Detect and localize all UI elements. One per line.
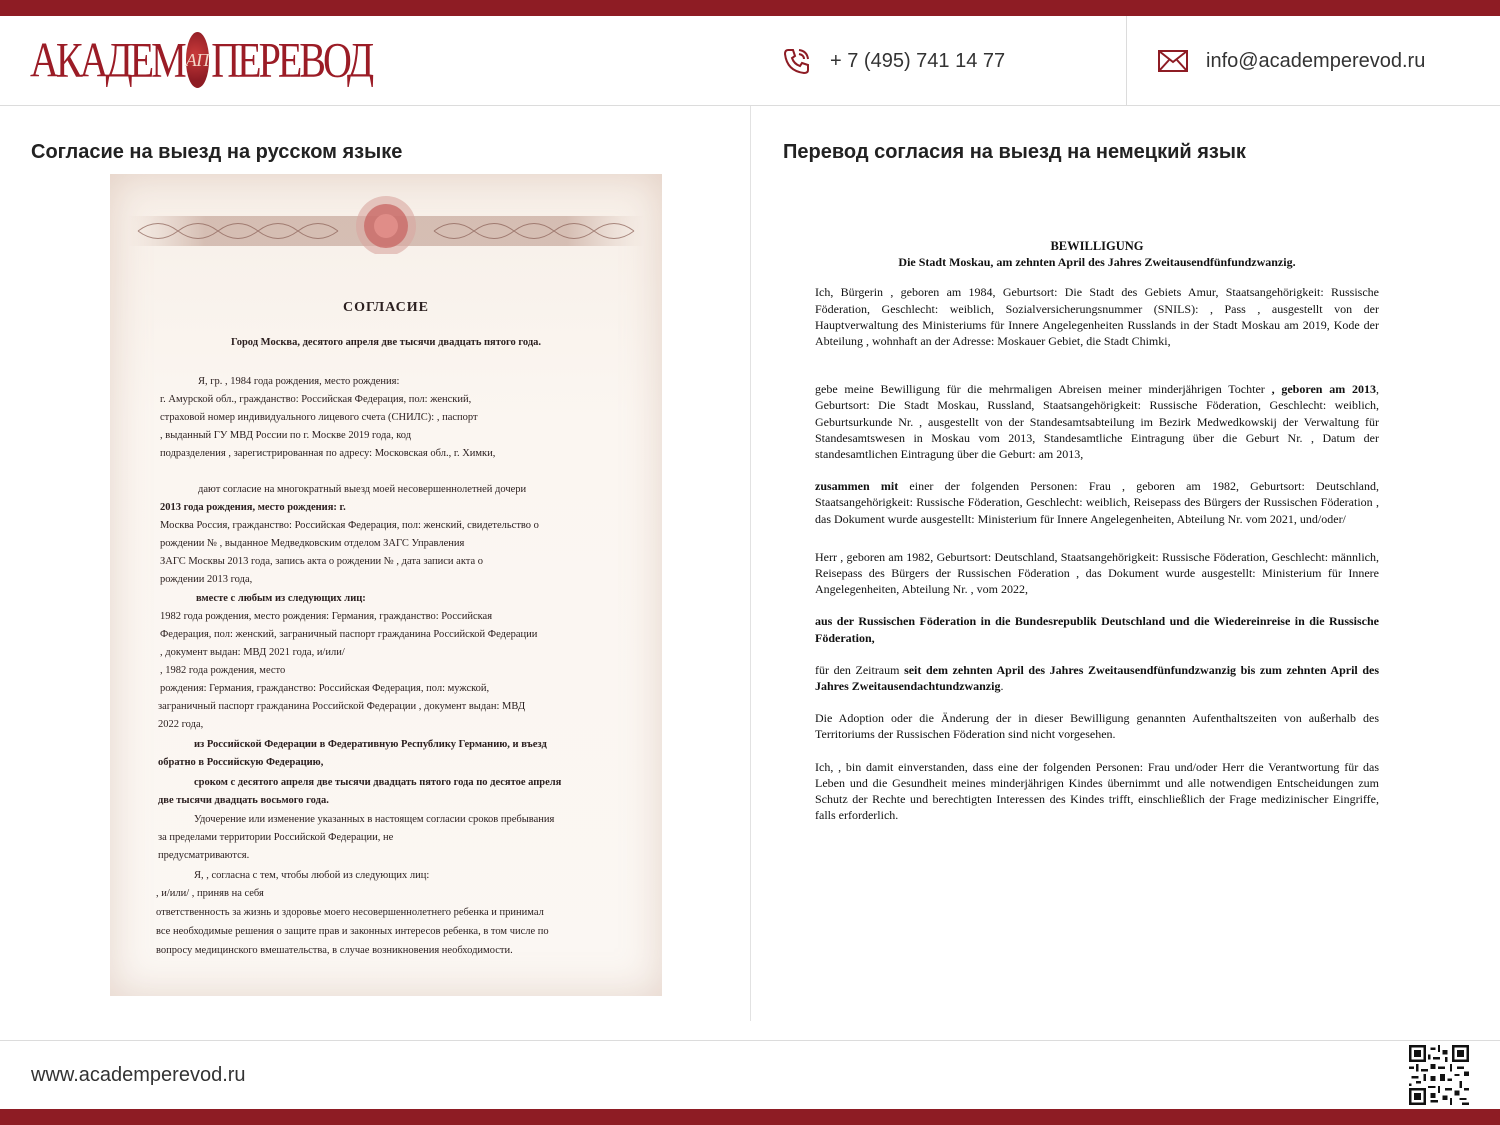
ru-line: рождении 2013 года, — [160, 574, 253, 585]
translation-paragraph — [815, 381, 1379, 462]
ru-line: обратно в Российскую Федерацию, — [158, 757, 324, 768]
logo-seal-text: АП — [185, 49, 210, 70]
email-contact[interactable] — [1158, 16, 1425, 106]
ru-line: Федерация, пол: женский, заграничный паспорт гражданина Российской Федерации — [160, 629, 538, 640]
ru-line: из Российской Федерации в Федеративную Республику Германию, и въезд — [194, 739, 547, 750]
ru-line: г. Амурской обл., гражданство: Российская Федерация, пол: женский, — [160, 394, 472, 405]
company-logo[interactable] — [30, 30, 372, 90]
text-span: . — [1000, 679, 1004, 694]
translation-paragraph: aus der Russischen Föderation in die Bundesrepublik Deutschland und die Wiedereinreise in die Russische Föderation, — [815, 614, 1379, 645]
bold-span: seit dem zehnten April des Jahres Zweitausendfünfundzwanzig bis zum zehnten April des Jahres Zweitausendachtundzwanzig — [815, 662, 1379, 694]
text-span: für den Zeitraum — [815, 662, 905, 677]
translation-paragraph: Herr , geboren am 1982, Geburtsort: Deutschland, Staatsangehörigkeit: Russische Föderation, Geschlecht: männlich, Reisepass des Bürgers der Russischen Föderation , das Dokument wurde ausgestellt: Ministerium für Innere Angelegenheiten, Abteilung Nr. , vom 2022, — [815, 549, 1379, 597]
column-divider — [750, 106, 751, 1021]
site-header — [0, 16, 1500, 106]
translation-paragraph: Ich, , bin damit einverstanden, dass eine der folgenden Personen: Frau und/oder Herr die Verantwortung für das Leben und die Gesundheit meines minderjährigen Kindes übernimmt und alle notwendigen Entscheidungen zum Schutz der Rechte und berechtigten Interessen des Kindes trifft, einschließlich der Frage medizinischer Eingriffe, falls erforderlich. — [815, 759, 1379, 823]
translation-paragraph — [815, 478, 1379, 527]
ru-line: , документ выдан: МВД 2021 года, и/или/ — [160, 647, 345, 658]
ru-line: рождения: Германия, гражданство: Российская Федерация, пол: мужской, — [160, 683, 490, 694]
envelope-icon — [1158, 50, 1188, 72]
russian-section-title: Согласие на выезд на русском языке — [31, 141, 403, 163]
phone-contact[interactable] — [782, 16, 1005, 106]
ru-line: заграничный паспорт гражданина Российской Федерации , документ выдан: МВД — [158, 701, 526, 712]
russian-document-scan — [110, 174, 662, 996]
ru-line: Удочерение или изменение указанных в настоящем согласии сроков пребывания — [194, 814, 555, 825]
ru-line: страховой номер индивидуального лицевого счета (СНИЛС): , паспорт — [160, 412, 478, 423]
bold-span: 2013 — [1352, 382, 1376, 397]
translation-paragraph: Ich, Bürgerin , geboren am 1984, Geburtsort: Die Stadt des Gebiets Amur, Staatsangehörigkeit: Russische Föderation, Geschlecht: weiblich, Sozialversicherungsnummer (SNILS): , Pass , ausgestellt von der Hauptverwaltung des Ministeriums für Innere Angelegenheiten Russlands in der Stadt Moskau am 2019, Kode der Abteilung , wohnhaft an der Adresse: Moskauer Gebiet, die Stadt Chimki, — [815, 285, 1379, 349]
top-brand-bar — [0, 0, 1500, 16]
ru-line: все необходимые решения о защите прав и законных интересов ребенка, в том числе по — [156, 926, 549, 937]
german-translation — [815, 238, 1379, 839]
bold-span: , geboren am — [1271, 382, 1346, 397]
german-section-title: Перевод согласия на выезд на немецкий язык — [783, 141, 1246, 163]
ru-line: две тысячи двадцать восьмого года. — [158, 795, 329, 806]
ru-line: Я, гр. , 1984 года рождения, место рождения: — [198, 376, 400, 387]
translation-paragraph: Die Adoption oder die Änderung der in dieser Bewilligung genannten Aufenthaltszeiten von außerhalb des Territoriums der Russischen Föderation sind nicht vorgesehen. — [815, 711, 1379, 742]
ru-line: 2013 года рождения, место рождения: г. — [160, 502, 346, 513]
qr-code-icon — [1409, 1045, 1469, 1105]
text-span: , Geburtsort: Die Stadt Moskau, Russland, Staatsangehörigkeit: Russische Föderation, Geschlecht: weiblich, Geburtsurkunde Nr. , ausgestellt von der Standesamtsabteilung im Bezirk Medwedkowskij der Verwaltung für Standesamtswesen in Moskau vom 2013, Standesamtliche Eintragung über die Geburt Nr. , Datum der standesamtlichen Eintragung über die Geburt: am 2013, — [815, 382, 1379, 462]
text-span — [1345, 382, 1352, 396]
translation-paragraph — [815, 662, 1379, 694]
ru-line: , выданный ГУ МВД России по г. Москве 2019 года, код — [160, 430, 412, 441]
logo-seal-icon — [186, 32, 210, 88]
website-link[interactable]: www.academperevod.ru — [31, 1064, 246, 1086]
ru-line: ЗАГС Москвы 2013 года, запись акта о рождении № , дата записи акта о — [160, 556, 484, 567]
logo-word-right: ПЕРЕВОД — [211, 31, 372, 88]
ru-line: сроком с десятого апреля две тысячи двадцать пятого года по десятое апреля — [194, 777, 562, 788]
email-address: info@academperevod.ru — [1206, 49, 1426, 72]
ru-line: вопросу медицинского вмешательства, в случае возникновения необходимости. — [156, 945, 513, 956]
footer-divider — [0, 1040, 1500, 1041]
logo-word-left: АКАДЕМ — [30, 31, 184, 88]
text-span: einer der folgenden Personen: Frau , geboren am 1982, Geburtsort: Deutschland, Staatsangehörigkeit: Russische Föderation, Geschlecht: weiblich, Reisepass des Bürgers der Russischen Föderation , das Dokument wurde ausgestellt: Ministerium für Innere Angelegenheiten, Abteilung Nr. vom 2021, und/oder/ — [815, 479, 1379, 526]
ru-line: Я, , согласна с тем, чтобы любой из следующих лиц: — [194, 870, 430, 881]
ru-line: за пределами территории Российской Федерации, не — [158, 832, 394, 843]
ru-line: 2022 года, — [158, 719, 204, 730]
russian-doc-title: СОГЛАСИЕ — [343, 300, 429, 315]
ru-line: , и/или/ , приняв на себя — [156, 888, 264, 899]
bottom-brand-bar — [0, 1109, 1500, 1125]
ru-line: подразделения , зарегистрированная по адресу: Московская обл., г. Химки, — [160, 448, 496, 459]
ru-line: вместе с любым из следующих лиц: — [196, 593, 366, 604]
german-doc-title: BEWILLIGUNG — [1050, 239, 1144, 253]
ru-line: дают согласие на многократный выезд моей несовершеннолетней дочери — [198, 484, 527, 495]
header-divider — [1126, 16, 1127, 106]
phone-number: + 7 (495) 741 14 77 — [830, 49, 1006, 72]
russian-doc-subtitle: Город Москва, десятого апреля две тысячи двадцать пятого года. — [230, 337, 542, 348]
ru-line: предусматриваются. — [158, 850, 250, 861]
bold-span: zusammen mit — [815, 479, 899, 494]
ru-line: Москва Россия, гражданство: Российская Федерация, пол: женский, свидетельство о — [160, 520, 539, 531]
ru-line: рождении № , выданное Медведковским отделом ЗАГС Управления — [160, 538, 465, 549]
phone-icon — [782, 46, 812, 76]
guilloche-ornament — [128, 188, 644, 254]
ru-line: , 1982 года рождения, место — [160, 665, 286, 676]
german-doc-subtitle: Die Stadt Moskau, am zehnten April des Jahres Zweitausendfünfundzwanzig. — [898, 255, 1296, 270]
ru-line: ответственность за жизнь и здоровье моего несовершеннолетнего ребенка и принимал — [156, 907, 544, 918]
text-span: gebe meine Bewilligung für die mehrmaligen Abreisen meiner minderjährigen Tochter — [815, 382, 1272, 397]
ru-line: 1982 года рождения, место рождения: Германия, гражданство: Российская — [160, 611, 493, 622]
